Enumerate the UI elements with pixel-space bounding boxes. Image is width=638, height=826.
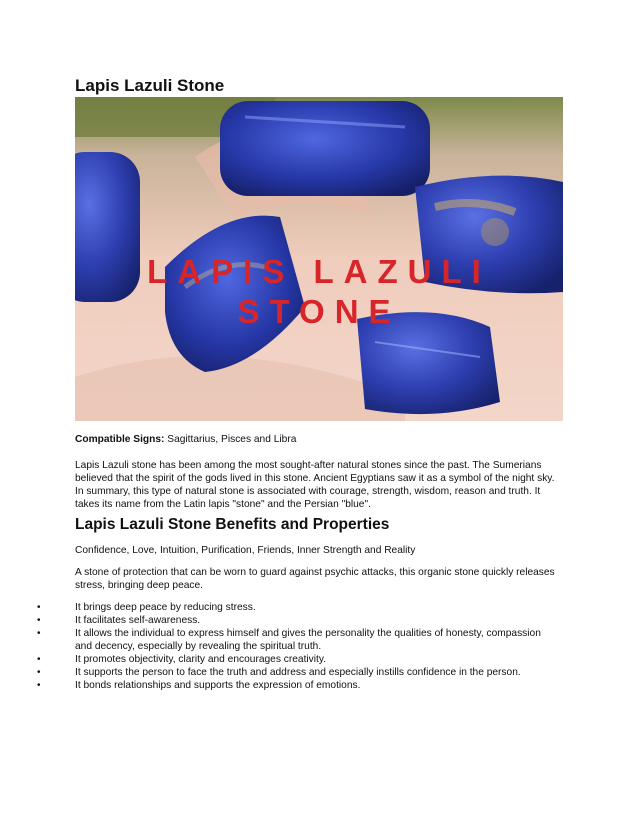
page-title: Lapis Lazuli Stone [75,76,225,95]
bullet-icon: • [37,680,41,691]
compatible-value: Sagittarius, Pisces and Libra [164,434,297,445]
list-item [0,614,560,627]
list-item-text: It allows the individual to express himself and gives the personality the qualities of honesty, compassion and decency, especially by revealing the spiritual truth. [75,628,541,652]
lapis-stones-photo [75,97,563,421]
list-item-text: It brings deep peace by reducing stress. [75,602,256,613]
section-title: Lapis Lazuli Stone Benefits and Properties [75,516,390,533]
compatible-label: Compatible Signs: [75,434,165,445]
list-item-text: It bonds relationships and supports the expression of emotions. [75,680,361,691]
bullet-icon: • [37,654,41,665]
properties-line: Confidence, Love, Intuition, Purification, Friends, Inner Strength and Reality [75,545,416,556]
compatible-signs [75,433,560,446]
hero-overlay-line2: STONE [237,293,401,330]
bullet-icon: • [37,667,41,678]
bullet-icon: • [37,602,41,613]
list-item-text: It supports the person to face the truth and address and especially instills confidence in the person. [75,667,521,678]
benefits-list [0,601,600,692]
list-item [0,666,560,679]
list-item [0,601,560,614]
hero-overlay-line1: LAPIS LAZULI [147,253,491,290]
list-item-text: It promotes objectivity, clarity and encourages creativity. [75,654,327,665]
bullet-icon: • [37,615,41,626]
protection-paragraph: A stone of protection that can be worn to guard against psychic attacks, this organic stone quickly releases stress, bringing deep peace. [75,567,555,591]
list-item [0,679,560,692]
hero-image [75,97,563,421]
bullet-icon: • [37,628,41,639]
list-item-text: It facilitates self-awareness. [75,615,201,626]
list-item [0,627,560,653]
list-item [0,653,560,666]
intro-paragraph: Lapis Lazuli stone has been among the most sought-after natural stones since the past. The Sumerians believed that the spirit of the gods lived in this stone. Ancient Egyptians saw it as a symbol of the night sky. In summary, this type of natural stone is associated with courage, strength, wisdom, reason and truth. It takes its name from the Latin lapis "stone" and the Persian "blue". [75,460,555,510]
